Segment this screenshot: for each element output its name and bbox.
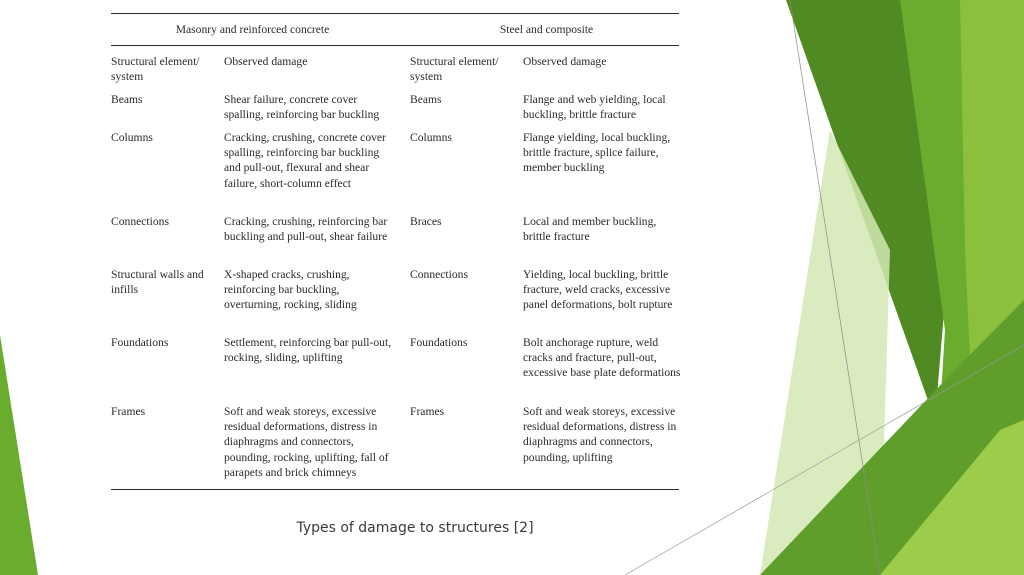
table-top-rule xyxy=(111,13,679,14)
row-beams-right-element: Beams xyxy=(410,93,442,106)
row-frames-right-element: Frames xyxy=(410,405,445,418)
table-caption: Types of damage to structures [2] xyxy=(296,520,534,536)
row-connections-right-damage: Yielding, local buckling, brittle fracture, weld cracks, excessive panel deformations, bolt rupture xyxy=(523,268,673,312)
row-braces-right-damage: Local and member buckling, brittle fracture xyxy=(523,215,657,244)
row-connections-right-element: Connections xyxy=(410,268,468,281)
row-foundations-left-damage: Settlement, reinforcing bar pull-out, rocking, sliding, uplifting xyxy=(224,336,392,365)
row-beams-left-element: Beams xyxy=(111,93,143,106)
row-columns-left-element: Columns xyxy=(111,131,153,144)
row-connections-left-damage: Cracking, crushing, reinforcing bar buckling and pull-out, shear failure xyxy=(224,215,388,244)
row-beams-right-damage: Flange and web yielding, local buckling, brittle fracture xyxy=(523,93,666,122)
row-frames-right-damage: Soft and weak storeys, excessive residual deformations, distress in diaphragms and connectors, pounding, uplifting xyxy=(523,405,677,464)
col-header-left-damage: Observed damage xyxy=(224,55,308,68)
row-columns-right-damage: Flange yielding, local buckling, brittle fracture, splice failure, member buckling xyxy=(523,131,671,175)
row-foundations-right-damage: Bolt anchorage rupture, weld cracks and fracture, pull-out, excessive base plate deformations xyxy=(523,336,681,380)
col-header-left-element: Structural element/ system xyxy=(111,55,200,84)
group-header-rule xyxy=(111,45,679,46)
table-bottom-rule xyxy=(111,489,679,490)
group-header-steel: Steel and composite xyxy=(499,23,594,36)
row-foundations-left-element: Foundations xyxy=(111,336,169,349)
row-walls-left-element: Structural walls and infills xyxy=(111,268,204,297)
col-header-right-damage: Observed damage xyxy=(523,55,607,68)
row-frames-left-damage: Soft and weak storeys, excessive residual deformations, distress in diaphragms and connectors, pounding, rocking, uplifting, fall of parapets and brick chimneys xyxy=(224,405,389,479)
row-beams-left-damage: Shear failure, concrete cover spalling, reinforcing bar buckling xyxy=(224,93,380,122)
group-header-masonry: Masonry and reinforced concrete xyxy=(175,23,330,36)
row-foundations-right-element: Foundations xyxy=(410,336,468,349)
row-columns-right-element: Columns xyxy=(410,131,452,144)
row-walls-left-damage: X-shaped cracks, crushing, reinforcing bar buckling, overturning, rocking, sliding xyxy=(224,268,357,312)
row-connections-left-element: Connections xyxy=(111,215,169,228)
row-frames-left-element: Frames xyxy=(111,405,146,418)
row-columns-left-damage: Cracking, crushing, concrete cover spalling, reinforcing bar buckling and pull-out, flexural and shear failure, short-column effect xyxy=(224,131,386,190)
row-braces-right-element: Braces xyxy=(410,215,442,228)
left-green-wedge xyxy=(0,335,38,575)
col-header-right-element: Structural element/ system xyxy=(410,55,499,84)
